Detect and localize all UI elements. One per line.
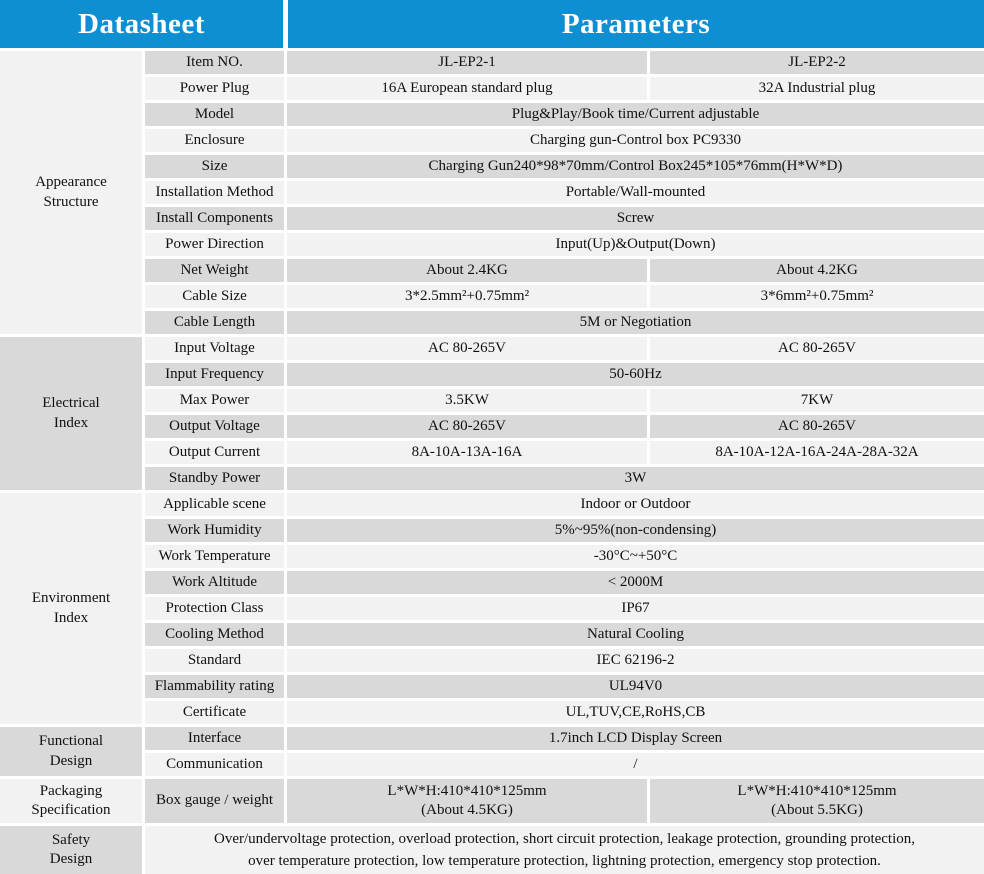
section-title-electrical-index <box>0 337 142 490</box>
table-row <box>145 389 984 412</box>
row-value: AC 80-265V <box>650 337 984 360</box>
table-row <box>145 311 984 334</box>
row-label: Enclosure <box>145 129 284 152</box>
section-title-line: Index <box>53 414 89 431</box>
table-row <box>145 77 984 100</box>
row-label: Work Humidity <box>145 519 284 542</box>
row-value: About 2.4KG <box>287 259 647 282</box>
section-title-line: Environment <box>31 590 111 606</box>
table-row <box>145 545 984 568</box>
row-value-span: Input(Up)&Output(Down) <box>287 233 984 256</box>
row-label: Net Weight <box>145 259 284 282</box>
row-label: Interface <box>145 727 284 750</box>
row-value-span: Screw <box>287 207 984 230</box>
table-row <box>145 519 984 542</box>
row-value <box>287 779 647 823</box>
row-value: JL-EP2-1 <box>287 51 647 74</box>
table-row <box>145 363 984 386</box>
table-row <box>145 233 984 256</box>
row-label: Flammability rating <box>145 675 284 698</box>
section-title-packaging-specification <box>0 779 142 823</box>
header-parameters: Parameters <box>288 0 984 48</box>
safety-text <box>145 826 984 874</box>
row-value-span: Natural Cooling <box>287 623 984 646</box>
table-row <box>145 103 984 126</box>
row-value: 16A European standard plug <box>287 77 647 100</box>
row-value: 8A-10A-13A-16A <box>287 441 647 464</box>
row-value: 3*2.5mm²+0.75mm² <box>287 285 647 308</box>
safety-text-line: over temperature protection, low temperature protection, lightning protection, emergency stop protection. <box>248 853 881 869</box>
row-value: About 4.2KG <box>650 259 984 282</box>
row-value-span: UL,TUV,CE,RoHS,CB <box>287 701 984 724</box>
section-title-line: Safety <box>51 831 91 848</box>
row-label: Certificate <box>145 701 284 724</box>
section-title-functional-design <box>0 727 142 776</box>
section-title-line: Structure <box>43 193 99 210</box>
row-value-line: (About 4.5KG) <box>421 802 513 818</box>
row-label: Installation Method <box>145 181 284 204</box>
row-label: Work Altitude <box>145 571 284 594</box>
table-row <box>145 181 984 204</box>
row-value-line: (About 5.5KG) <box>771 802 863 818</box>
table-row <box>145 285 984 308</box>
row-value: 32A Industrial plug <box>650 77 984 100</box>
row-label: Size <box>145 155 284 178</box>
section-appearance-structure <box>0 51 984 334</box>
row-label: Cooling Method <box>145 623 284 646</box>
section-title-safety-design <box>0 826 142 874</box>
row-label: Input Voltage <box>145 337 284 360</box>
row-value-span: 3W <box>287 467 984 490</box>
row-label: Standard <box>145 649 284 672</box>
row-label: Power Direction <box>145 233 284 256</box>
table-row <box>145 571 984 594</box>
section-title-line: Specification <box>31 802 111 818</box>
table-row <box>145 415 984 438</box>
section-electrical-index <box>0 337 984 490</box>
table-row <box>145 623 984 646</box>
row-label: Power Plug <box>145 77 284 100</box>
section-title-line: Design <box>49 752 93 769</box>
row-value-span: Portable/Wall-mounted <box>287 181 984 204</box>
table-row <box>145 129 984 152</box>
row-value-span: < 2000M <box>287 571 984 594</box>
row-label: Protection Class <box>145 597 284 620</box>
row-value-span: 5%~95%(non-condensing) <box>287 519 984 542</box>
section-title-line: Electrical <box>42 395 100 411</box>
section-title-line: Packaging <box>39 782 103 799</box>
table-row <box>145 649 984 672</box>
section-title-line: Design <box>49 851 93 867</box>
row-value-span: IEC 62196-2 <box>287 649 984 672</box>
table-row <box>145 597 984 620</box>
row-label: Output Current <box>145 441 284 464</box>
table-row <box>145 207 984 230</box>
table-header <box>0 0 984 48</box>
table-row <box>145 753 984 776</box>
table-row <box>145 779 984 823</box>
row-value <box>650 779 984 823</box>
section-title-environment-index <box>0 493 142 724</box>
row-value-span: IP67 <box>287 597 984 620</box>
section-title-line: Index <box>53 609 89 626</box>
row-value-span: 1.7inch LCD Display Screen <box>287 727 984 750</box>
table-row <box>145 493 984 516</box>
row-label: Max Power <box>145 389 284 412</box>
row-value-span: 5M or Negotiation <box>287 311 984 334</box>
section-title-line: Functional <box>38 733 104 749</box>
row-value: 3.5KW <box>287 389 647 412</box>
row-value-span: -30°C~+50°C <box>287 545 984 568</box>
row-value: AC 80-265V <box>650 415 984 438</box>
section-packaging-specification <box>0 779 984 823</box>
row-label: Standby Power <box>145 467 284 490</box>
row-value-span: Indoor or Outdoor <box>287 493 984 516</box>
row-label: Applicable scene <box>145 493 284 516</box>
section-title-appearance-structure <box>0 51 142 334</box>
row-value-line: L*W*H:410*410*125mm <box>387 782 547 799</box>
section-title-line: Appearance <box>35 174 107 190</box>
table-row <box>145 337 984 360</box>
header-datasheet: Datasheet <box>0 0 283 48</box>
row-label: Item NO. <box>145 51 284 74</box>
table-row <box>145 467 984 490</box>
row-value-span: Charging gun-Control box PC9330 <box>287 129 984 152</box>
table-row <box>145 441 984 464</box>
row-label: Install Components <box>145 207 284 230</box>
table-row <box>145 155 984 178</box>
row-label: Communication <box>145 753 284 776</box>
row-label: Cable Length <box>145 311 284 334</box>
row-label: Model <box>145 103 284 126</box>
row-value-span: UL94V0 <box>287 675 984 698</box>
row-label: Work Temperature <box>145 545 284 568</box>
section-safety-design <box>0 826 984 874</box>
row-value: 8A-10A-12A-16A-24A-28A-32A <box>650 441 984 464</box>
row-value-span: Charging Gun240*98*70mm/Control Box245*105*76mm(H*W*D) <box>287 155 984 178</box>
section-functional-design <box>0 727 984 776</box>
section-environment-index <box>0 493 984 724</box>
row-value: JL-EP2-2 <box>650 51 984 74</box>
row-label: Input Frequency <box>145 363 284 386</box>
row-value-span: Plug&Play/Book time/Current adjustable <box>287 103 984 126</box>
row-label: Cable Size <box>145 285 284 308</box>
table-row <box>145 701 984 724</box>
table-row <box>145 826 984 874</box>
row-value-span: / <box>287 753 984 776</box>
row-value-line: L*W*H:410*410*125mm <box>737 782 897 799</box>
row-value: AC 80-265V <box>287 415 647 438</box>
row-label: Box gauge / weight <box>145 779 284 823</box>
table-row <box>145 51 984 74</box>
table-row <box>145 675 984 698</box>
row-value: 3*6mm²+0.75mm² <box>650 285 984 308</box>
table-row <box>145 727 984 750</box>
row-label: Output Voltage <box>145 415 284 438</box>
spec-table <box>0 51 984 874</box>
row-value-span: 50-60Hz <box>287 363 984 386</box>
safety-text-line: Over/undervoltage protection, overload protection, short circuit protection, leakage protection, grounding protection, <box>213 830 916 847</box>
row-value: 7KW <box>650 389 984 412</box>
row-value: AC 80-265V <box>287 337 647 360</box>
table-row <box>145 259 984 282</box>
